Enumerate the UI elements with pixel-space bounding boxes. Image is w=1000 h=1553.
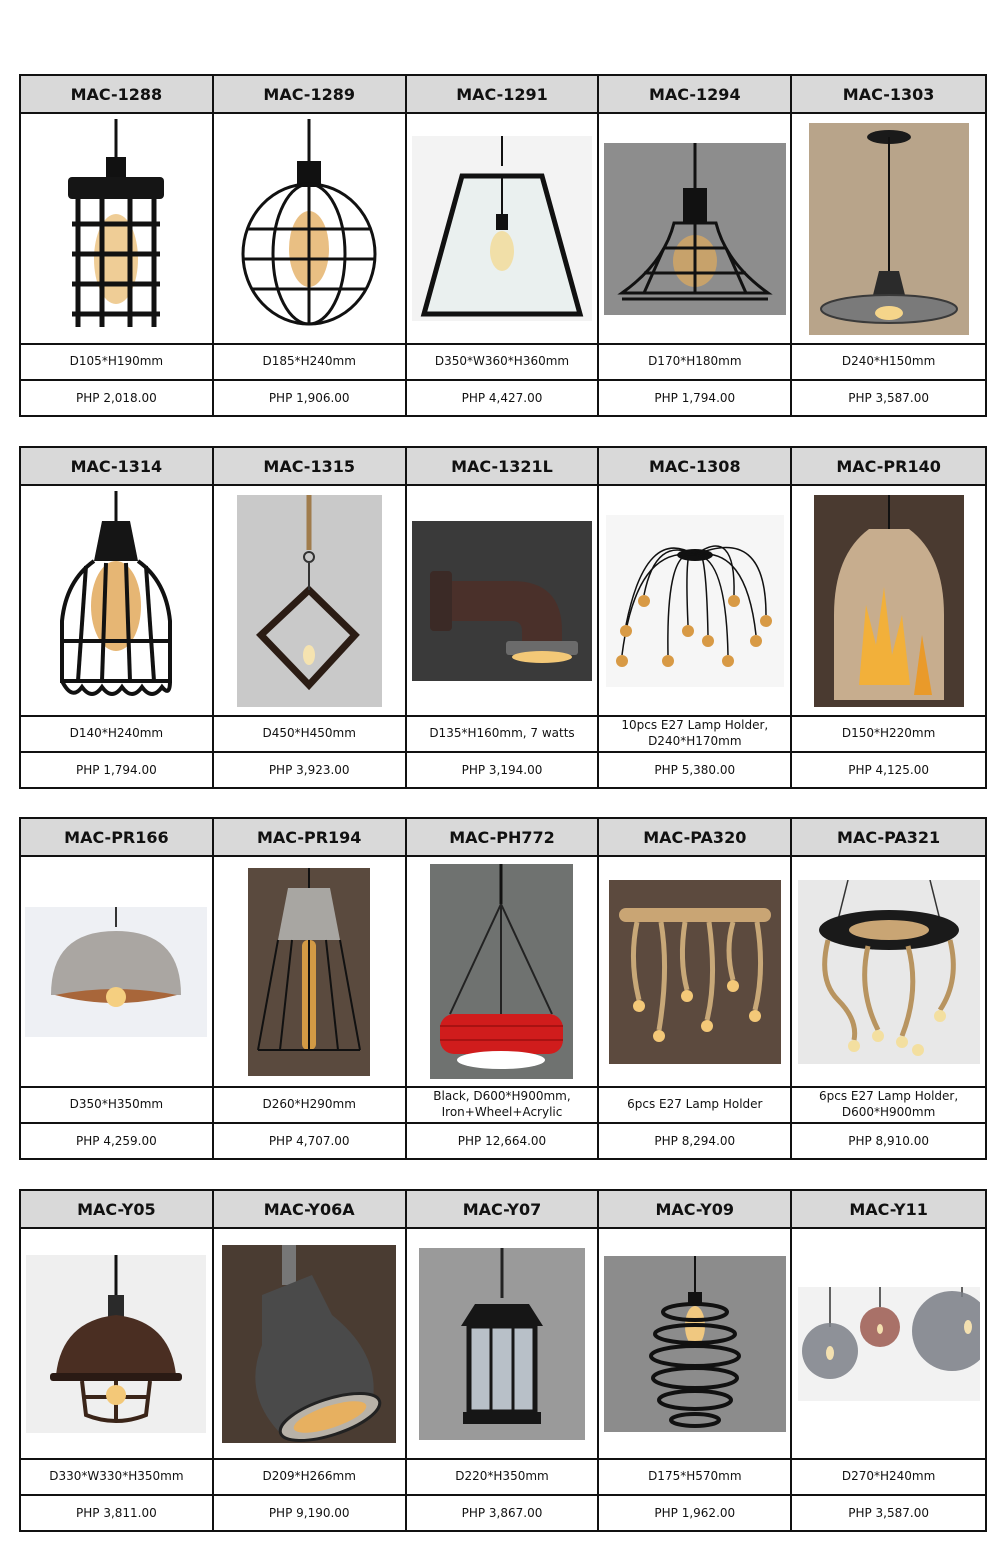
product-dimensions: D105*H190mm	[21, 345, 212, 381]
product-price: PHP 1,794.00	[654, 391, 736, 405]
glass-box-pendant-icon	[412, 136, 592, 321]
product-price: PHP 3,587.00	[848, 391, 929, 405]
diamond-frame-pendant-icon	[237, 495, 382, 707]
product-photo	[21, 857, 212, 1088]
product-price: PHP 1,962.00	[654, 1506, 736, 1520]
product-photo	[214, 857, 405, 1088]
product-dimensions: 6pcs E27 Lamp Holder	[599, 1088, 790, 1124]
product-price: PHP 3,194.00	[461, 763, 543, 777]
cage-cylinder-pendant-icon	[26, 119, 206, 339]
product-dimensions: D350*H350mm	[21, 1088, 212, 1124]
product-photo	[407, 486, 598, 717]
product-price: PHP 1,906.00	[268, 391, 350, 405]
product-dimensions: Black, D600*H900mm, Iron+Wheel+Acrylic	[407, 1088, 598, 1124]
product-photo	[214, 114, 405, 345]
product-photo	[21, 114, 212, 345]
product-card[interactable]	[214, 819, 407, 1158]
product-dimensions: D150*H220mm	[792, 717, 985, 753]
cone-cage-pendant-icon	[248, 868, 370, 1076]
product-price: PHP 4,707.00	[268, 1134, 350, 1148]
product-code: MAC-1303	[792, 76, 985, 114]
product-code: MAC-1321L	[407, 448, 598, 486]
dome-concrete-pendant-icon	[25, 907, 207, 1037]
bell-cage-pendant-icon	[604, 143, 786, 315]
product-code: MAC-1308	[599, 448, 790, 486]
product-code: MAC-Y11	[792, 1191, 985, 1229]
product-code: MAC-1291	[407, 76, 598, 114]
concrete-torn-pendant-icon	[814, 495, 964, 707]
industrial-spot-pendant-icon	[222, 1245, 396, 1443]
product-card[interactable]	[21, 819, 214, 1158]
product-card[interactable]	[407, 1191, 600, 1530]
product-card[interactable]	[599, 76, 792, 415]
product-photo	[21, 1229, 212, 1460]
product-code: MAC-1314	[21, 448, 212, 486]
product-dimensions: D135*H160mm, 7 watts	[407, 717, 598, 753]
product-code: MAC-1294	[599, 76, 790, 114]
product-code: MAC-Y05	[21, 1191, 212, 1229]
product-dimensions: D209*H266mm	[214, 1460, 405, 1496]
product-price: PHP 4,427.00	[461, 391, 543, 405]
product-photo	[599, 486, 790, 717]
product-card[interactable]	[407, 448, 600, 787]
product-dimensions: 10pcs E27 Lamp Holder, D240*H170mm	[599, 717, 790, 753]
product-dimensions: D140*H240mm	[21, 717, 212, 753]
product-code: MAC-PA321	[792, 819, 985, 857]
bird-cage-pendant-icon	[26, 491, 206, 711]
product-photo	[792, 857, 985, 1088]
product-card[interactable]	[792, 76, 985, 415]
glass-globe-pendants-icon	[798, 1287, 980, 1401]
product-photo	[792, 486, 985, 717]
product-dimensions: D175*H570mm	[599, 1460, 790, 1496]
catalog-block-2	[19, 446, 987, 789]
lantern-pendant-icon	[419, 1248, 585, 1440]
product-price: PHP 9,190.00	[268, 1506, 350, 1520]
product-dimensions: D270*H240mm	[792, 1460, 985, 1496]
product-price: PHP 3,811.00	[76, 1506, 157, 1520]
rope-tire-chandelier-icon	[798, 880, 980, 1064]
product-card[interactable]	[214, 76, 407, 415]
product-dimensions: D260*H290mm	[214, 1088, 405, 1124]
product-card[interactable]	[599, 448, 792, 787]
product-dimensions: D170*H180mm	[599, 345, 790, 381]
product-code: MAC-PH772	[407, 819, 598, 857]
product-price: PHP 12,664.00	[457, 1134, 547, 1148]
product-dimensions: D350*W360*H360mm	[407, 345, 598, 381]
product-photo	[214, 486, 405, 717]
caged-bowl-pendant-icon	[26, 1255, 206, 1433]
product-dimensions: 6pcs E27 Lamp Holder, D600*H900mm	[792, 1088, 985, 1124]
disc-shade-pendant-icon	[809, 123, 969, 335]
rope-bar-chandelier-icon	[609, 880, 781, 1064]
product-price: PHP 3,587.00	[848, 1506, 929, 1520]
product-card[interactable]	[792, 1191, 985, 1530]
product-price: PHP 5,380.00	[654, 763, 736, 777]
product-price: PHP 1,794.00	[76, 763, 157, 777]
product-price: PHP 3,867.00	[461, 1506, 543, 1520]
product-dimensions: D185*H240mm	[214, 345, 405, 381]
product-code: MAC-PA320	[599, 819, 790, 857]
product-dimensions: D330*W330*H350mm	[21, 1460, 212, 1496]
product-card[interactable]	[792, 448, 985, 787]
product-photo	[21, 486, 212, 717]
product-card[interactable]	[407, 819, 600, 1158]
product-photo	[599, 1229, 790, 1460]
product-dimensions: D450*H450mm	[214, 717, 405, 753]
product-code: MAC-PR194	[214, 819, 405, 857]
spiral-pendant-icon	[604, 1256, 786, 1432]
product-code: MAC-Y06A	[214, 1191, 405, 1229]
product-photo	[407, 1229, 598, 1460]
product-photo	[407, 114, 598, 345]
product-photo	[599, 857, 790, 1088]
product-dimensions: D220*H350mm	[407, 1460, 598, 1496]
product-photo	[792, 114, 985, 345]
product-price: PHP 2,018.00	[76, 391, 157, 405]
product-dimensions: D240*H150mm	[792, 345, 985, 381]
catalog-block-3	[19, 817, 987, 1160]
product-card[interactable]	[214, 448, 407, 787]
product-code: MAC-PR166	[21, 819, 212, 857]
tire-chandelier-icon	[430, 864, 573, 1079]
product-card[interactable]	[21, 1191, 214, 1530]
product-price: PHP 3,923.00	[268, 763, 350, 777]
globe-cage-pendant-icon	[219, 119, 399, 339]
product-code: MAC-1288	[21, 76, 212, 114]
product-code: MAC-1289	[214, 76, 405, 114]
product-card[interactable]	[792, 819, 985, 1158]
product-card[interactable]	[599, 1191, 792, 1530]
product-photo	[407, 857, 598, 1088]
product-code: MAC-1315	[214, 448, 405, 486]
product-card[interactable]	[21, 76, 214, 415]
product-photo	[214, 1229, 405, 1460]
spider-chandelier-icon	[606, 515, 784, 687]
product-price: PHP 8,910.00	[848, 1134, 929, 1148]
product-price: PHP 4,125.00	[848, 763, 929, 777]
product-photo	[599, 114, 790, 345]
product-code: MAC-Y07	[407, 1191, 598, 1229]
product-card[interactable]	[599, 819, 792, 1158]
product-card[interactable]	[214, 1191, 407, 1530]
product-code: MAC-PR140	[792, 448, 985, 486]
product-photo	[792, 1229, 985, 1460]
catalog-block-4	[19, 1189, 987, 1532]
product-code: MAC-Y09	[599, 1191, 790, 1229]
product-card[interactable]	[407, 76, 600, 415]
product-card[interactable]	[21, 448, 214, 787]
product-price: PHP 8,294.00	[654, 1134, 736, 1148]
pipe-wall-lamp-icon	[412, 521, 592, 681]
catalog-block-1	[19, 74, 987, 417]
product-price: PHP 4,259.00	[76, 1134, 157, 1148]
